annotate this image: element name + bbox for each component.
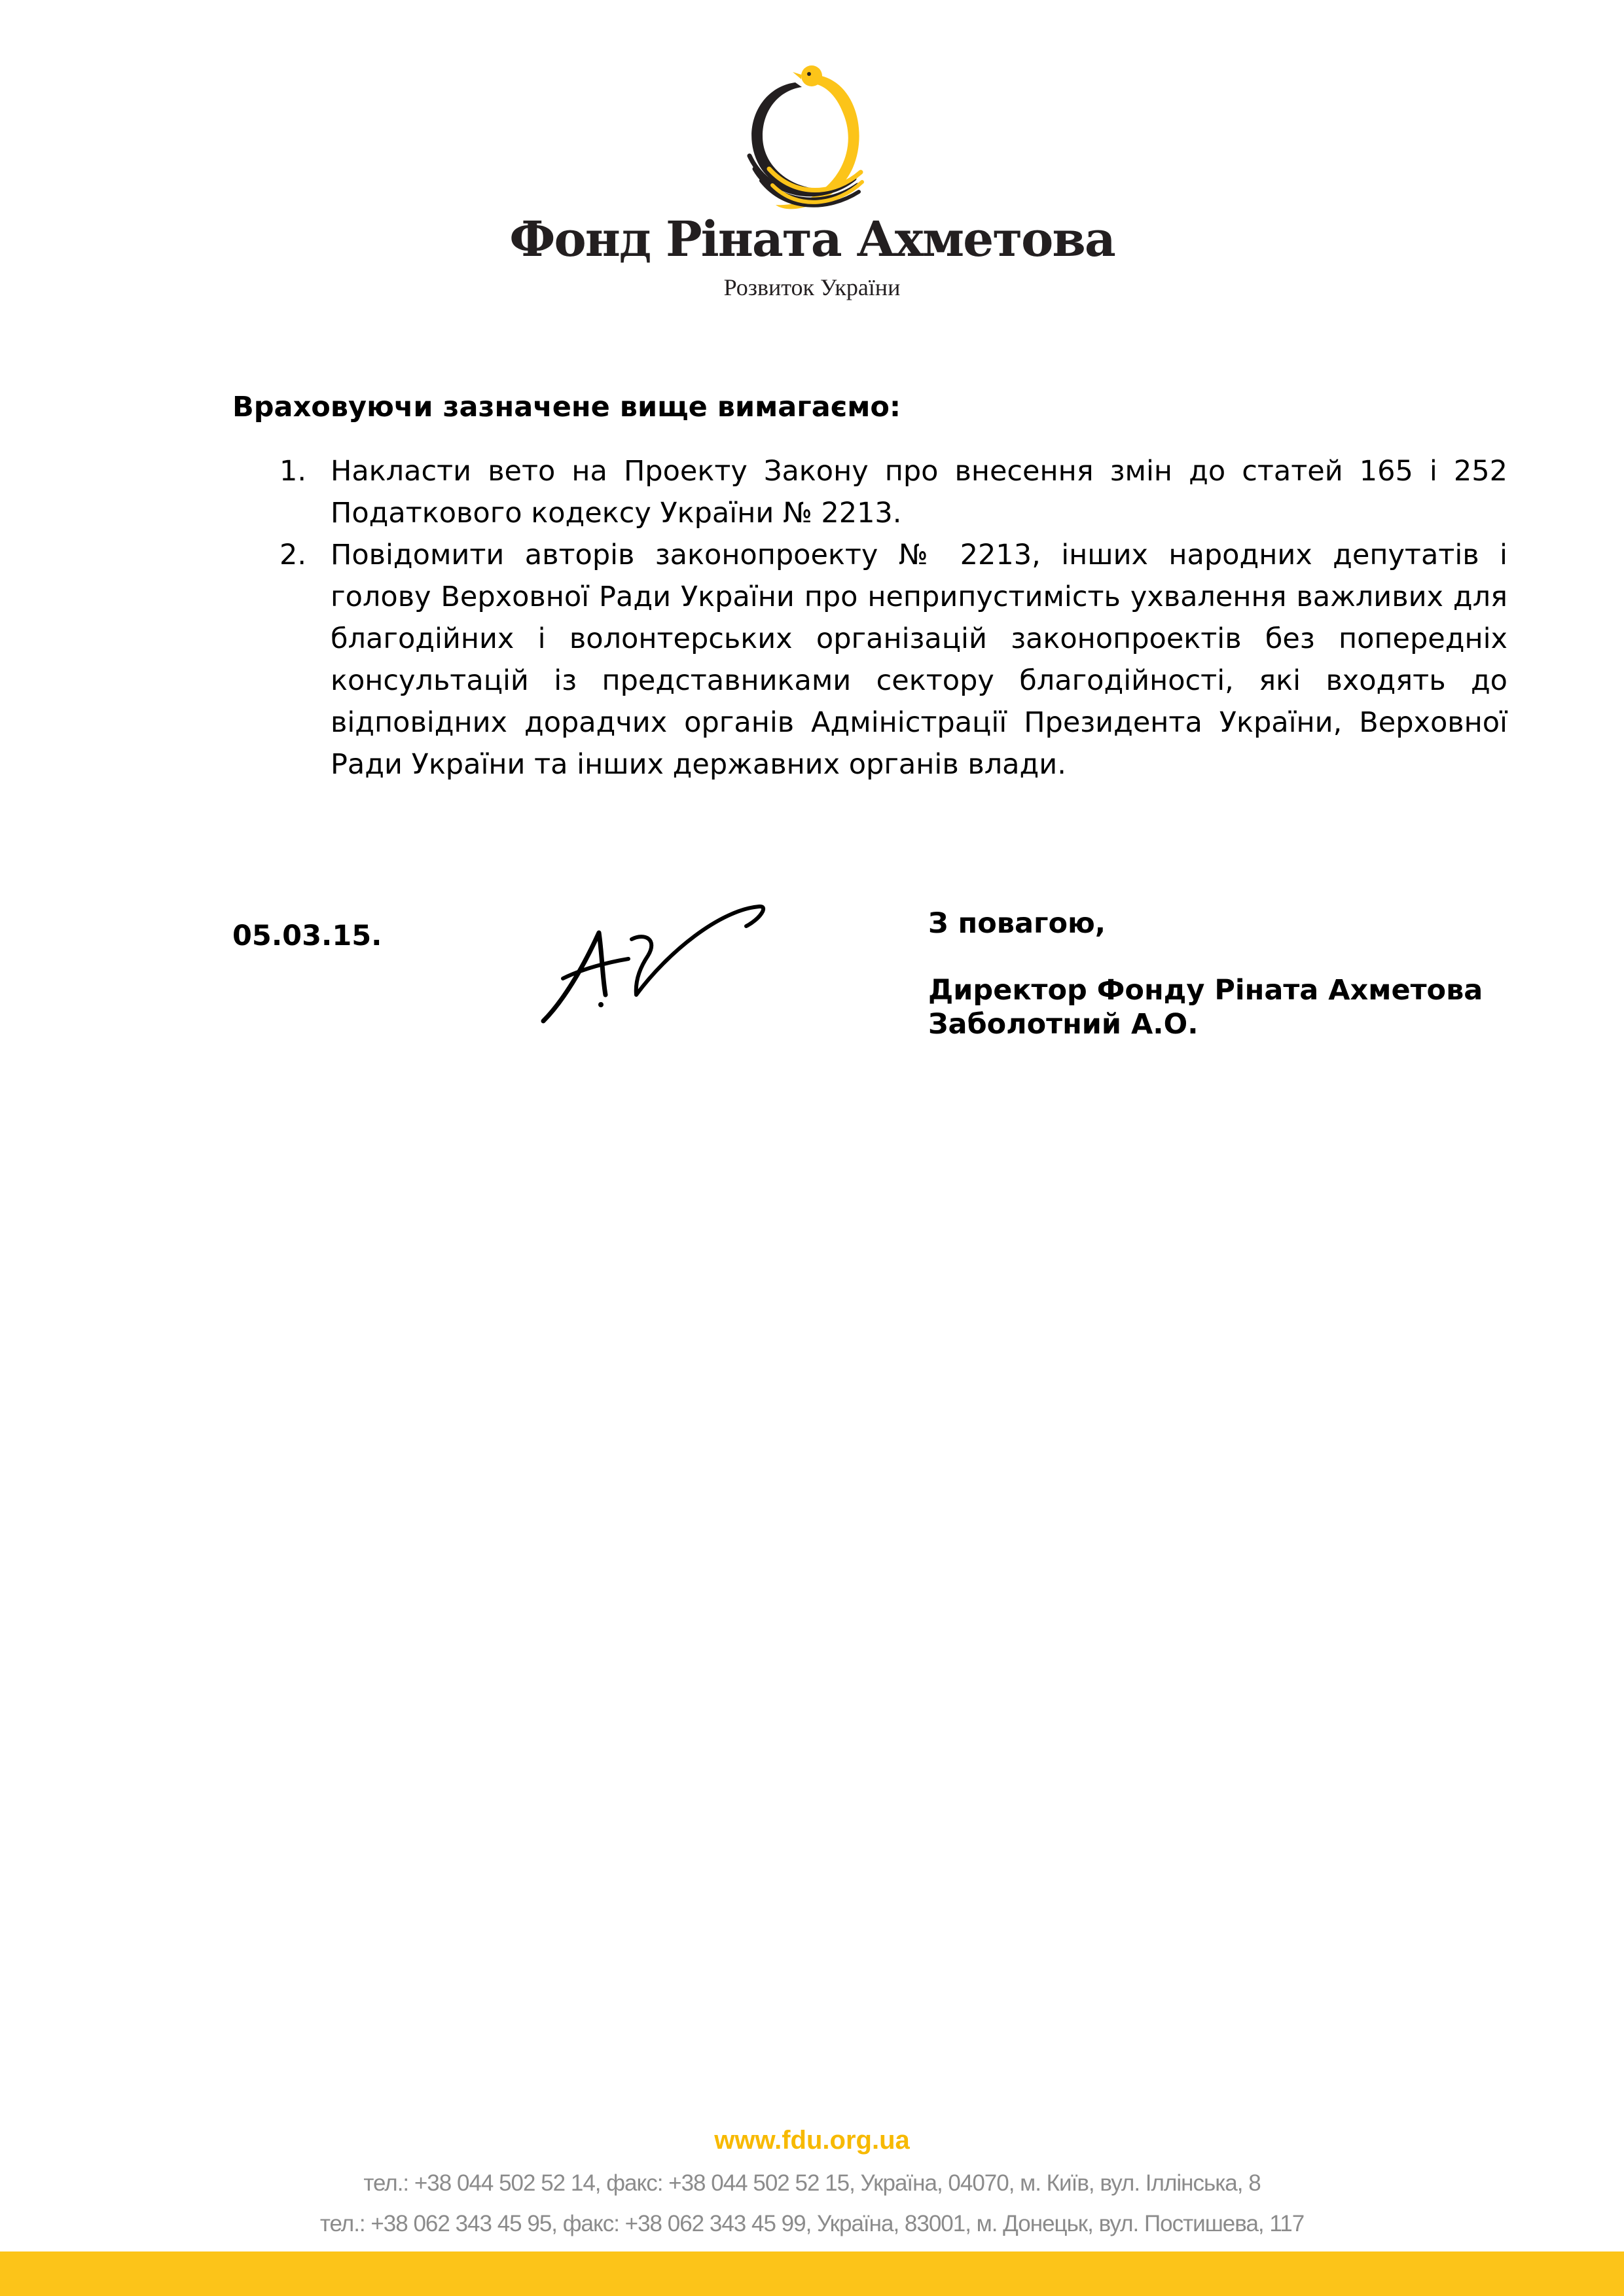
list-item-text: Накласти вето на Проекту Закону про внесення змін до статей 165 і 252 Податкового кодексу України № 2213. (331, 455, 1507, 529)
footer-contact-kyiv: тел.: +38 044 502 52 14, факс: +38 044 502 52 15, Україна, 04070, м. Київ, вул. Іллінська, 8 (363, 2170, 1261, 2196)
signatory-title: Директор Фонду Ріната Ахметова (928, 974, 1483, 1007)
intro-heading: Враховуючи зазначене вище вимагаємо: (232, 391, 901, 423)
footer-bar (0, 2251, 1624, 2296)
signatory-name: Заболотний А.О. (928, 1008, 1199, 1041)
list-item-number: 1. (280, 455, 307, 488)
closing-salutation: З повагою, (928, 907, 1106, 940)
closing-block (928, 906, 1483, 1041)
list-item (232, 450, 1507, 534)
footer (0, 2117, 1624, 2244)
letter-date: 05.03.15. (232, 920, 382, 952)
list-item-number: 2. (280, 539, 307, 571)
demands-list (232, 450, 1507, 785)
dove-logo-icon (723, 58, 893, 228)
letter-body (232, 386, 1507, 785)
org-tagline: Розвиток України (723, 274, 901, 300)
footer-contact-donetsk: тел.: +38 062 343 45 95, факс: +38 062 343 45 99, Україна, 83001, м. Донецьк, вул. Постишева, 117 (319, 2211, 1305, 2236)
signature-icon (537, 897, 772, 1028)
footer-website-link[interactable]: www.fdu.org.ua (714, 2126, 910, 2155)
list-item (232, 534, 1507, 785)
list-item-text: Повідомити авторів законопроекту № 2213, інших народних депутатів і голову Верховної Ради України про неприпустимість ухвалення важливих для благодійних і волонтерських організацій законопроектів без попередніх консультацій із представниками сектору благодійності, які входять до відповідних дорадчих органів Адміністрації Президента України, Верховної Ради України та інших державних органів влади. (331, 539, 1507, 781)
org-name: Фонд Ріната Ахметова (509, 211, 1115, 268)
